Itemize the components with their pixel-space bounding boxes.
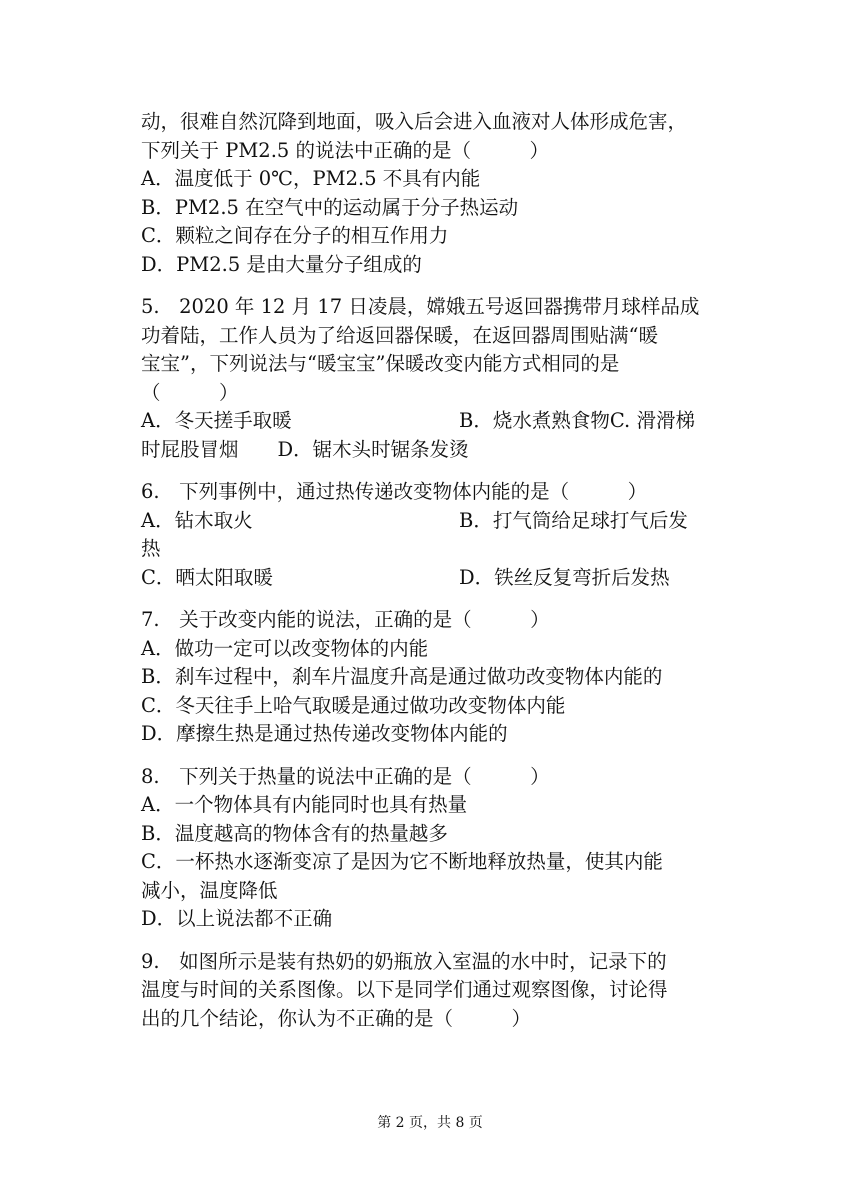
option-a: A．钻木取火 — [141, 508, 253, 532]
question-8 — [141, 763, 721, 934]
options-row — [141, 564, 721, 593]
page-number-footer: 第 2 页，共 8 页 — [377, 1115, 483, 1131]
question-5 — [141, 293, 721, 464]
option-d: D．PM2.5 是由大量分子组成的 — [141, 252, 422, 276]
option-d: D．铁丝反复弯折后发热 — [459, 565, 670, 589]
question-stem-line: 宝宝”，下列说法与“暖宝宝”保暖改变内能方式相同的是 — [141, 352, 620, 375]
question-stem-line: 下列关于 PM2.5 的说法中正确的是（ ） — [141, 138, 549, 162]
option-a: A．一个物体具有内能同时也具有热量 — [141, 793, 468, 816]
question-stem: 8. 下列关于热量的说法中正确的是（ ） — [141, 764, 550, 788]
question-stem-line: 出的几个结论，你认为不正确的是（ ） — [141, 1006, 532, 1030]
question-stem-line: 功着陆，工作人员为了给返回器保暖，在返回器周围贴满“暖 — [141, 323, 658, 347]
option-b: B．温度越高的物体含有的热量越多 — [141, 821, 448, 845]
option-a: A．冬天搓手取暖 — [141, 409, 292, 432]
options-row-continued: 时屁股冒烟 D．锯木头时锯条发烫 — [141, 437, 469, 461]
question-stem-line: 温度与时间的关系图像。以下是同学们通过观察图像，讨论得 — [141, 978, 668, 1001]
option-c: C．冬天往手上哈气取暖是通过做功改变物体内能 — [141, 693, 566, 717]
option-c: C．晒太阳取暖 — [141, 565, 273, 589]
option-b: B．刹车过程中，刹车片温度升高是通过做功改变物体内能的 — [141, 665, 663, 688]
options-row — [141, 407, 721, 436]
question-stem: 7. 关于改变内能的说法，正确的是（ ） — [141, 608, 550, 631]
option-c: C．颗粒之间存在分子的相互作用力 — [141, 224, 449, 247]
question-stem-line: 9. 如图所示是装有热奶的奶瓶放入室温的水中时，记录下的 — [141, 949, 667, 973]
option-b: B．打气筒给足球打气后发 — [459, 508, 688, 532]
option-a: A．温度低于 0℃，PM2.5 不具有内能 — [141, 167, 481, 190]
option-c-wrap: 减小，温度降低 — [141, 878, 278, 902]
option-d: D．以上说法都不正确 — [141, 907, 333, 930]
question-stem-line: 动，很难自然沉降到地面，吸入后会进入血液对人体形成危害， — [141, 110, 688, 133]
option-b: B．PM2.5 在空气中的运动属于分子热运动 — [141, 195, 519, 219]
option-c: C．一杯热水逐渐变凉了是因为它不断地释放热量，使其内能 — [141, 850, 663, 873]
answer-blank: （ ） — [141, 380, 239, 404]
question-stem-line: 5. 2020 年 12 月 17 日凌晨，嫦娥五号返回器携带月球样品成 — [141, 295, 700, 318]
question-4 — [141, 108, 721, 279]
option-b: B．烧水煮熟食物C. 滑滑梯 — [459, 409, 695, 432]
page-content — [141, 108, 721, 1033]
question-9 — [141, 948, 721, 1034]
question-6 — [141, 478, 721, 592]
options-row — [141, 507, 721, 536]
question-7 — [141, 606, 721, 749]
option-b-wrap: 热 — [141, 537, 161, 560]
option-d: D．摩擦生热是通过热传递改变物体内能的 — [141, 722, 508, 745]
option-a: A．做功一定可以改变物体的内能 — [141, 636, 429, 660]
question-stem: 6. 下列事例中，通过热传递改变物体内能的是（ ） — [141, 480, 648, 503]
